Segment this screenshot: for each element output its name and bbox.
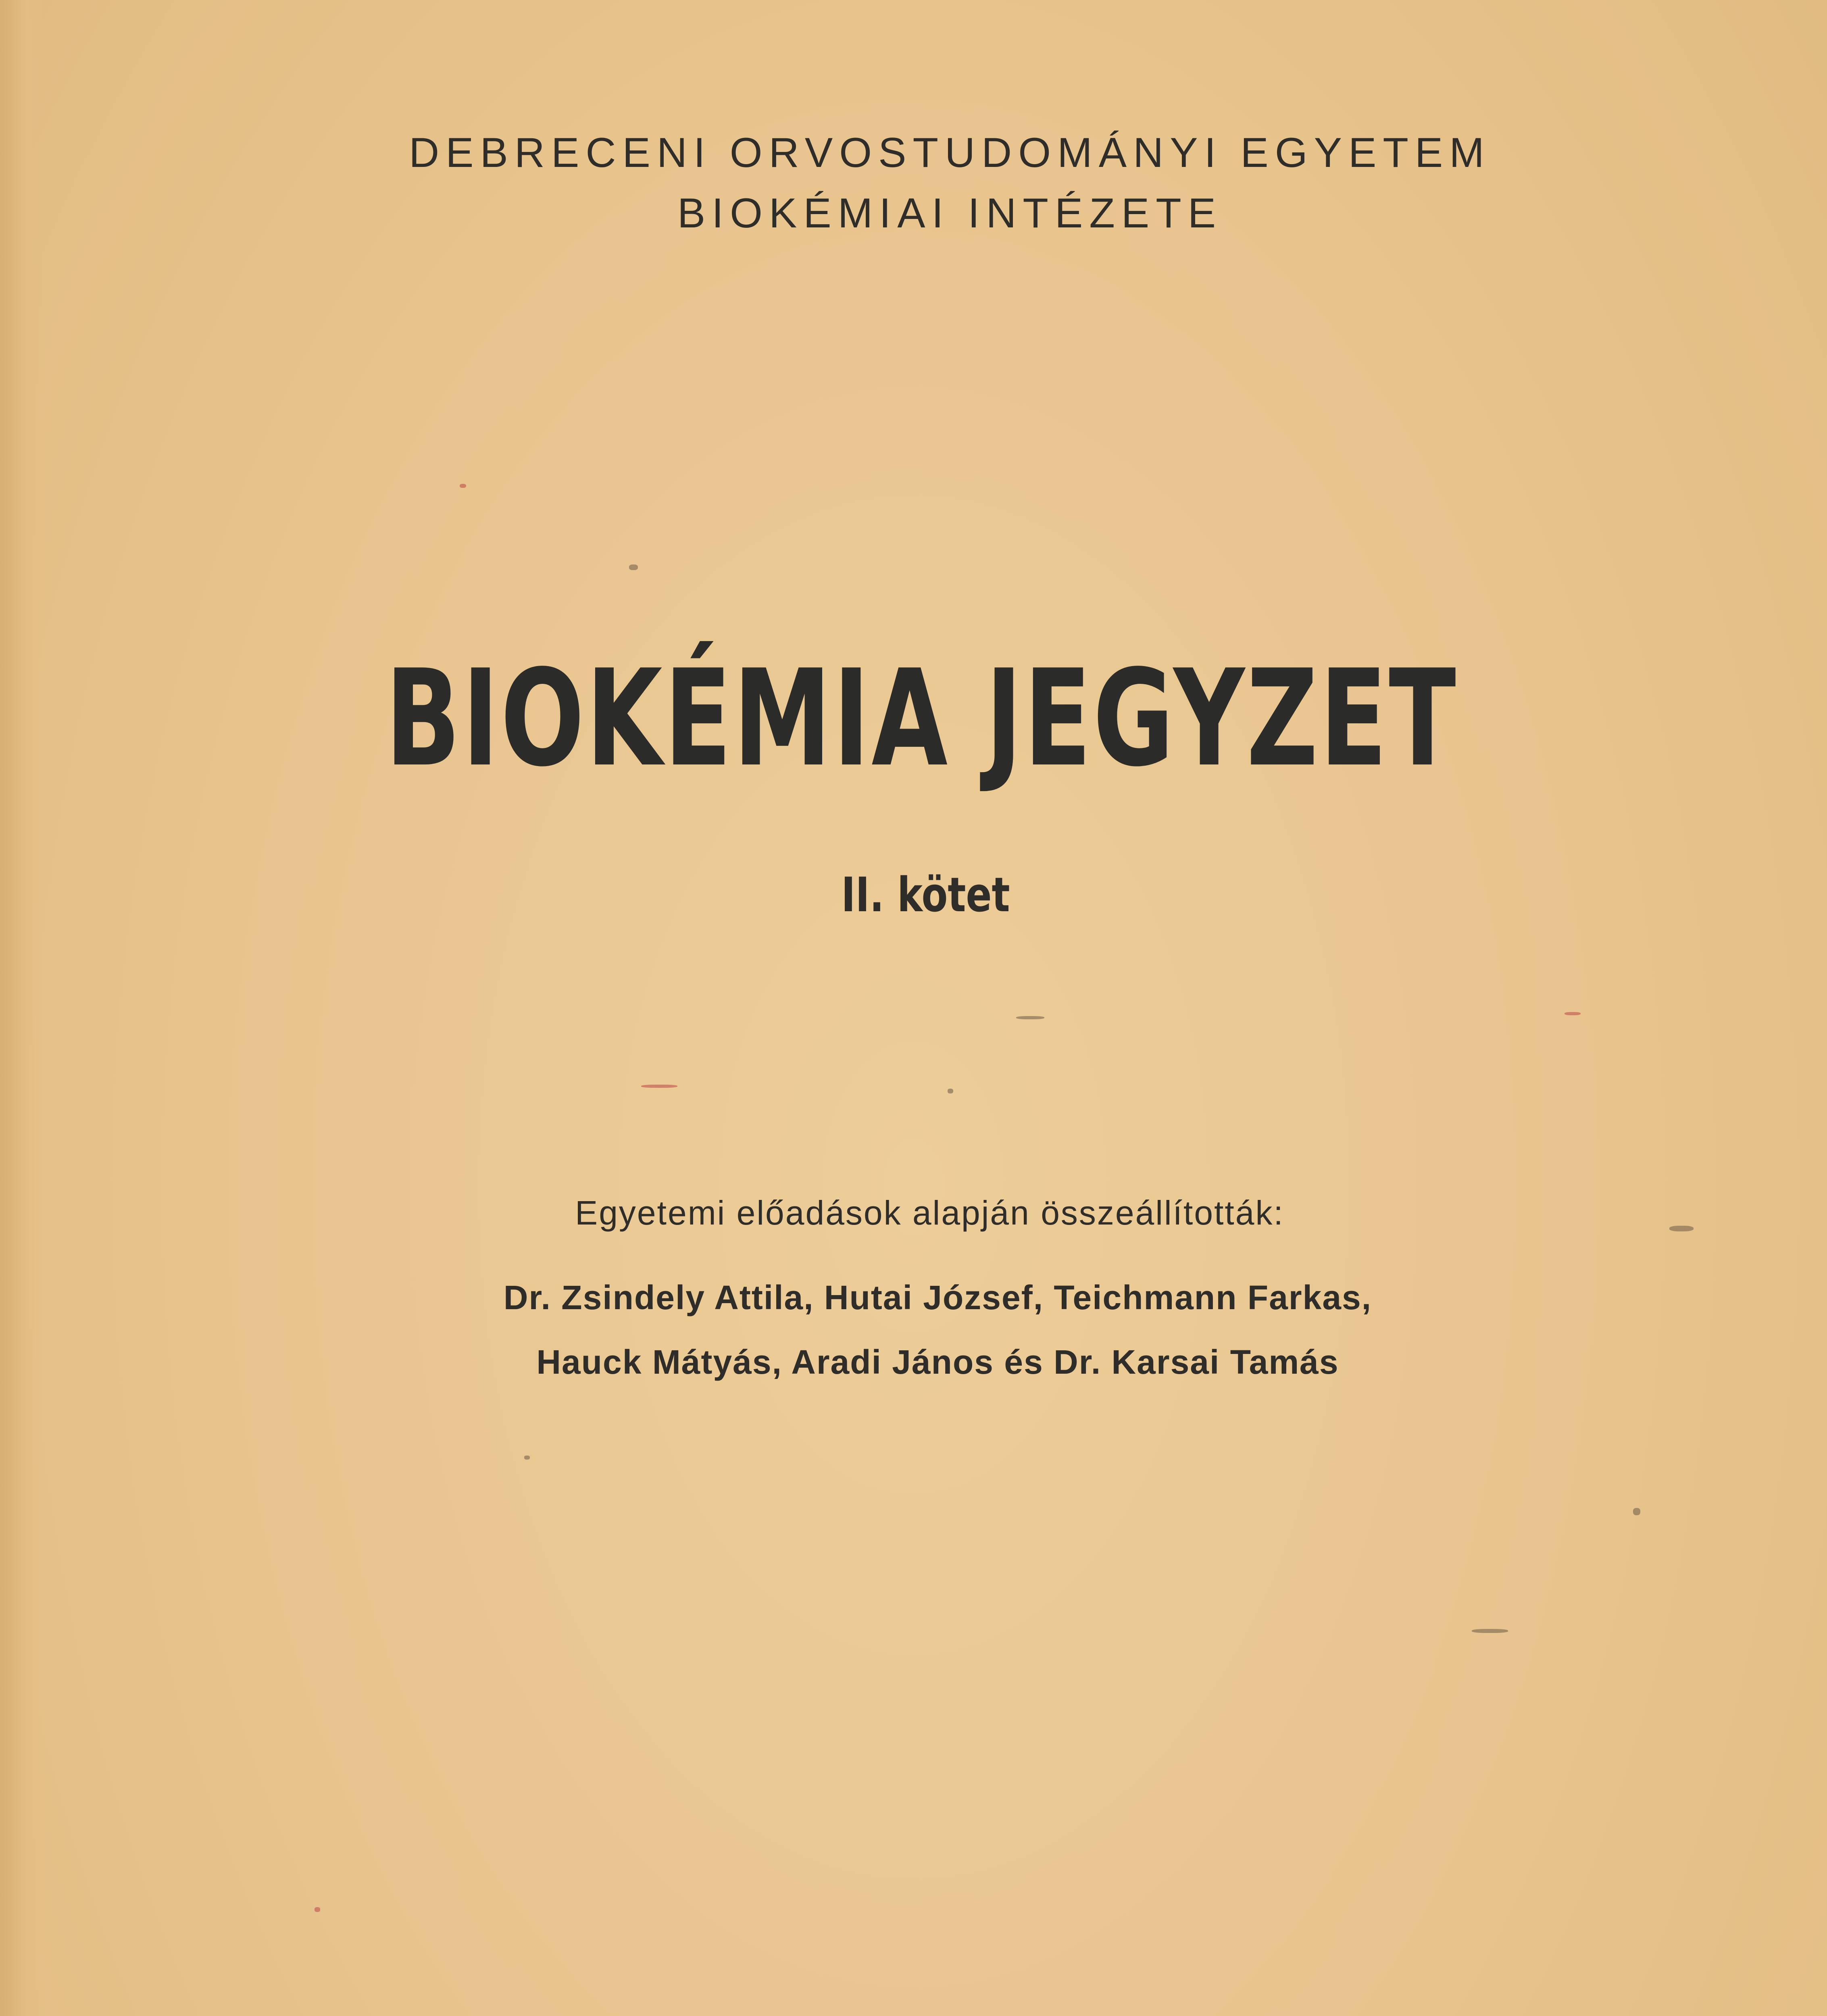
paper-fleck — [629, 564, 638, 570]
authors-line: Dr. Zsindely Attila, Hutai József, Teichmann Farkas, — [503, 1279, 1372, 1316]
binding-edge — [0, 0, 44, 2016]
paper-fleck — [641, 1085, 677, 1088]
document-title: BIOKÉMIA JEGYZET — [385, 641, 1458, 796]
institution-department: BIOKÉMIAI INTÉZETE — [677, 190, 1223, 237]
paper-fleck — [524, 1456, 530, 1460]
paper-fleck — [1472, 1629, 1508, 1633]
paper-fleck — [1565, 1012, 1581, 1015]
authors-line: Hauck Mátyás, Aradi János és Dr. Karsai Tamás — [536, 1343, 1339, 1381]
paper-fleck — [948, 1089, 953, 1093]
paper-fleck — [315, 1907, 320, 1912]
institution-name: DEBRECENI ORVOSTUDOMÁNYI EGYETEM — [409, 129, 1491, 176]
paper-fleck — [1633, 1508, 1640, 1515]
compiled-by-note: Egyetemi előadások alapján összeállították: — [575, 1194, 1284, 1232]
volume-label: II. kötet — [841, 867, 1010, 923]
paper-fleck — [1016, 1016, 1044, 1019]
paper-fleck — [460, 484, 466, 488]
